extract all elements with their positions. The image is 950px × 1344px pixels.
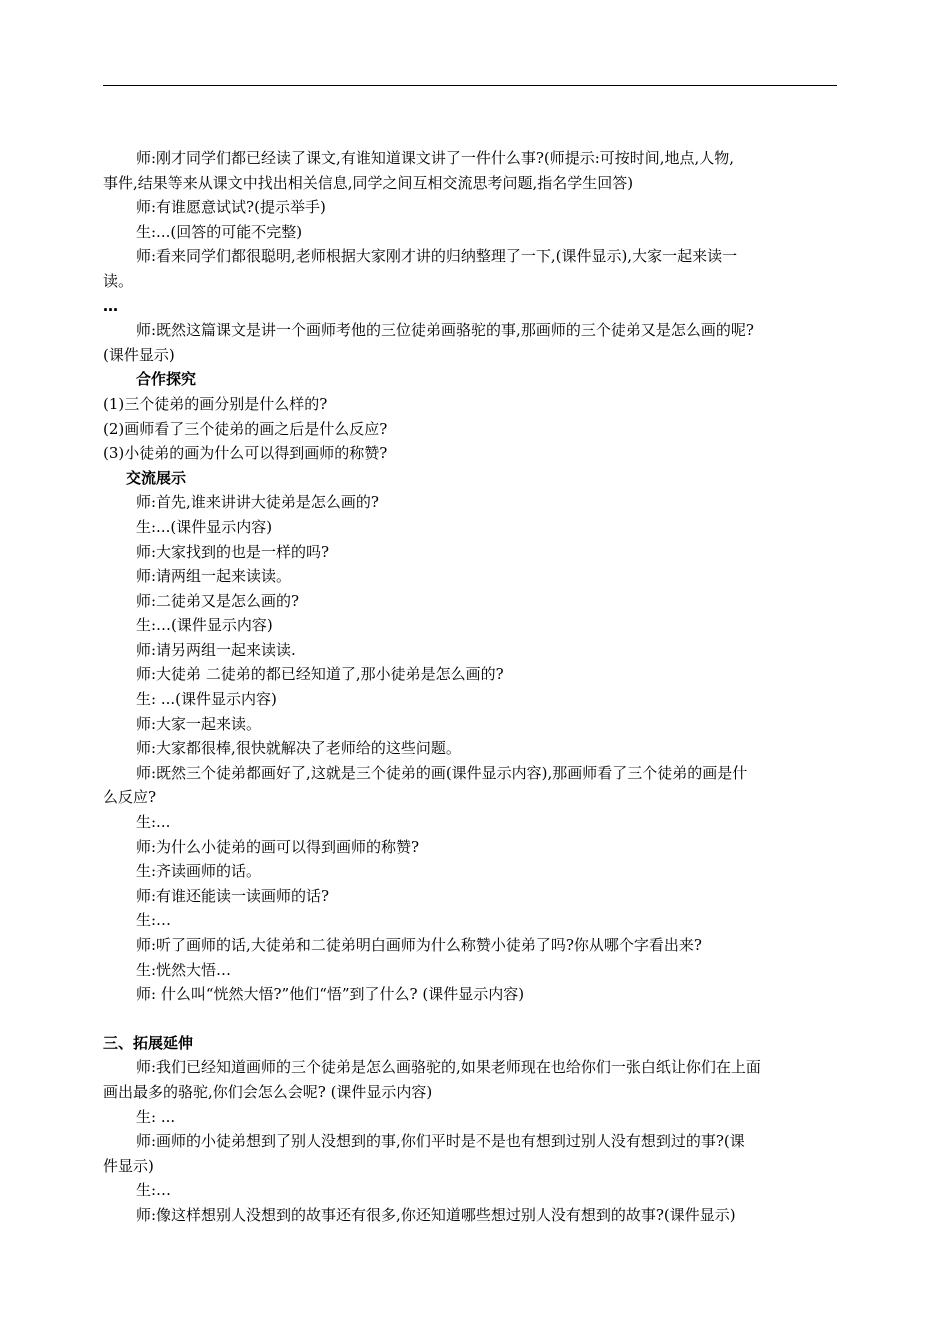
paragraph-line: 件显示) xyxy=(103,1156,154,1175)
paragraph-line: 师:有谁还能读一读画师的话? xyxy=(136,886,330,905)
paragraph-line: 画出最多的骆驼,你们会怎么会呢? (课件显示内容) xyxy=(103,1082,433,1101)
paragraph-line: 生:...(回答的可能不完整) xyxy=(136,222,303,241)
paragraph-line: 生:...(课件显示内容) xyxy=(136,517,273,536)
paragraph-line: 师: 什么叫“恍然大悟?”他们“悟”到了什么? (课件显示内容) xyxy=(136,985,525,1004)
paragraph-line: 师:大家找到的也是一样的吗? xyxy=(136,542,330,561)
paragraph-line: 师:听了画师的话,大徒弟和二徒弟明白画师为什么称赞小徒弟了吗?你从哪个字看出来? xyxy=(136,936,702,954)
paragraph-line: 生: ... xyxy=(136,1107,176,1126)
paragraph-line: 师:请两组一起来读读。 xyxy=(136,567,292,586)
section-heading-extension: 三、拓展延伸 xyxy=(103,1033,194,1052)
paragraph-line: 师:像这样想别人没想到的故事还有很多,你还知道哪些想过别人没有想到的故事?(课件显示) xyxy=(136,1205,736,1224)
paragraph-line: (课件显示) xyxy=(103,345,175,364)
paragraph-line: 生: ...(课件显示内容) xyxy=(136,690,277,709)
paragraph-line: 师:大徒弟 二徒弟的都已经知道了,那小徒弟是怎么画的? xyxy=(136,665,504,684)
paragraph-line: 读。 xyxy=(103,271,134,290)
paragraph-line: 师:二徒弟又是怎么画的? xyxy=(136,591,300,610)
list-item: (1)三个徒弟的画分别是什么样的? xyxy=(103,394,328,413)
paragraph-line: 师:刚才同学们都已经读了课文,有谁知道课文讲了一件什么事?(师提示:可按时间,地点,人物, xyxy=(136,149,735,167)
paragraph-line: 师:有谁愿意试试?(提示举手) xyxy=(136,198,326,217)
paragraph-line: 师:看来同学们都很聪明,老师根据大家刚才讲的归纳整理了一下,(课件显示),大家一起来读一 xyxy=(136,247,738,266)
header-rule xyxy=(103,85,837,86)
paragraph-line: 师:首先,谁来讲讲大徒弟是怎么画的? xyxy=(136,493,379,512)
paragraph-line: 师:为什么小徒弟的画可以得到画师的称赞? xyxy=(136,837,420,856)
paragraph-line: 师:既然三个徒弟都画好了,这就是三个徒弟的画(课件显示内容),那画师看了三个徒弟的画是什 xyxy=(136,763,748,782)
paragraph-line: 师:画师的小徒弟想到了别人没想到的事,你们平时是不是也有想到过别人没有想到过的事?(课 xyxy=(136,1132,745,1151)
paragraph-line: 生:… xyxy=(136,911,172,930)
section-heading-exchange: 交流展示 xyxy=(126,468,187,487)
list-item: (2)画师看了三个徒弟的画之后是什么反应? xyxy=(103,419,388,438)
paragraph-line: 师:大家都很棒,很快就解决了老师给的这些问题。 xyxy=(136,739,461,758)
blank-line xyxy=(103,1007,839,1031)
paragraph-line: 生:齐读画师的话。 xyxy=(136,862,262,881)
paragraph-line: 事件,结果等来从课文中找出相关信息,同学之间互相交流思考问题,指名学生回答) xyxy=(103,173,634,192)
paragraph-line: 师:大家一起来读。 xyxy=(136,714,262,733)
list-item: (3)小徒弟的画为什么可以得到画师的称赞? xyxy=(103,444,388,463)
paragraph-line: 师:我们已经知道画师的三个徒弟是怎么画骆驼的,如果老师现在也给你们一张白纸让你们在上面 xyxy=(136,1058,761,1077)
paragraph-line: 么反应? xyxy=(103,788,157,807)
paragraph-line: 生:... xyxy=(136,813,171,832)
document-body xyxy=(103,146,839,1228)
ellipsis-line: … xyxy=(103,296,118,315)
section-heading-cooperation: 合作探究 xyxy=(136,370,197,389)
paragraph-line: 生:… xyxy=(136,1181,172,1200)
paragraph-line: 生:恍然大悟… xyxy=(136,960,232,979)
paragraph-line: 生:…(课件显示内容) xyxy=(136,616,273,635)
paragraph-line: 师:请另两组一起来读读. xyxy=(136,640,296,659)
paragraph-line: 师:既然这篇课文是讲一个画师考他的三位徒弟画骆驼的事,那画师的三个徒弟又是怎么画的呢? xyxy=(136,321,754,340)
